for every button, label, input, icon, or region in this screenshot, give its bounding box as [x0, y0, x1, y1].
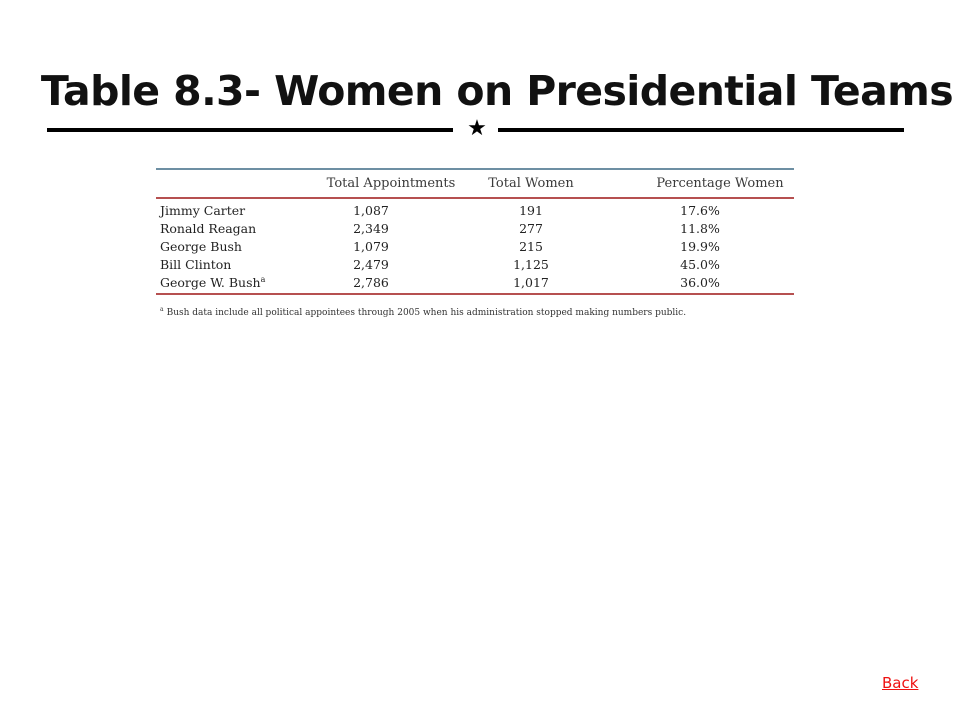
cell-total-women: 215: [519, 238, 543, 254]
cell-president: Jimmy Carter: [160, 203, 246, 219]
footnote-reference: a: [260, 274, 266, 284]
cell-percentage-women: 11.8%: [680, 221, 720, 237]
cell-total-appointments: 1,079: [353, 238, 389, 254]
appointments-table: [156, 168, 794, 295]
column-header-total-appointments: Total Appointments: [326, 176, 456, 191]
slide-title: Table 8.3- Women on Presidential Teams: [40, 67, 954, 115]
cell-total-women: 1,125: [513, 256, 549, 272]
cell-total-women: 277: [519, 221, 543, 237]
table-header-row: [156, 170, 794, 197]
president-name: George W. Bush: [160, 274, 261, 290]
cell-total-appointments: 1,087: [353, 203, 389, 219]
footnote-text: Bush data include all political appointees through 2005 when his administration stopped making numbers public.: [166, 308, 687, 318]
back-link[interactable]: Back: [882, 674, 919, 692]
cell-percentage-women: 36.0%: [680, 274, 720, 290]
table-row: [156, 202, 794, 220]
cell-president: Ronald Reagan: [160, 221, 257, 237]
cell-total-appointments: 2,349: [353, 221, 389, 237]
table-row: [156, 255, 794, 273]
column-header-percentage-women: Percentage Women: [656, 176, 784, 191]
cell-president: [156, 275, 286, 290]
divider-line-left: [47, 128, 453, 132]
cell-percentage-women: 45.0%: [680, 256, 720, 272]
table-row: [156, 220, 794, 238]
cell-total-appointments: 2,786: [353, 274, 389, 290]
cell-percentage-women: 19.9%: [680, 238, 720, 254]
column-header-total-women: Total Women: [488, 176, 574, 191]
table-bottom-rule: [156, 293, 794, 295]
table-footnote: [160, 306, 686, 318]
table-body: [156, 199, 794, 293]
footnote-mark: a: [160, 306, 164, 313]
table-row: [156, 238, 794, 256]
table-row: [156, 273, 794, 291]
cell-total-appointments: 2,479: [353, 256, 389, 272]
cell-president: George Bush: [160, 238, 242, 254]
cell-president: Bill Clinton: [160, 256, 232, 272]
cell-total-women: 191: [519, 203, 543, 219]
cell-percentage-women: 17.6%: [680, 203, 720, 219]
star-icon: ★: [467, 116, 487, 141]
cell-total-women: 1,017: [513, 274, 549, 290]
divider-line-right: [498, 128, 904, 132]
